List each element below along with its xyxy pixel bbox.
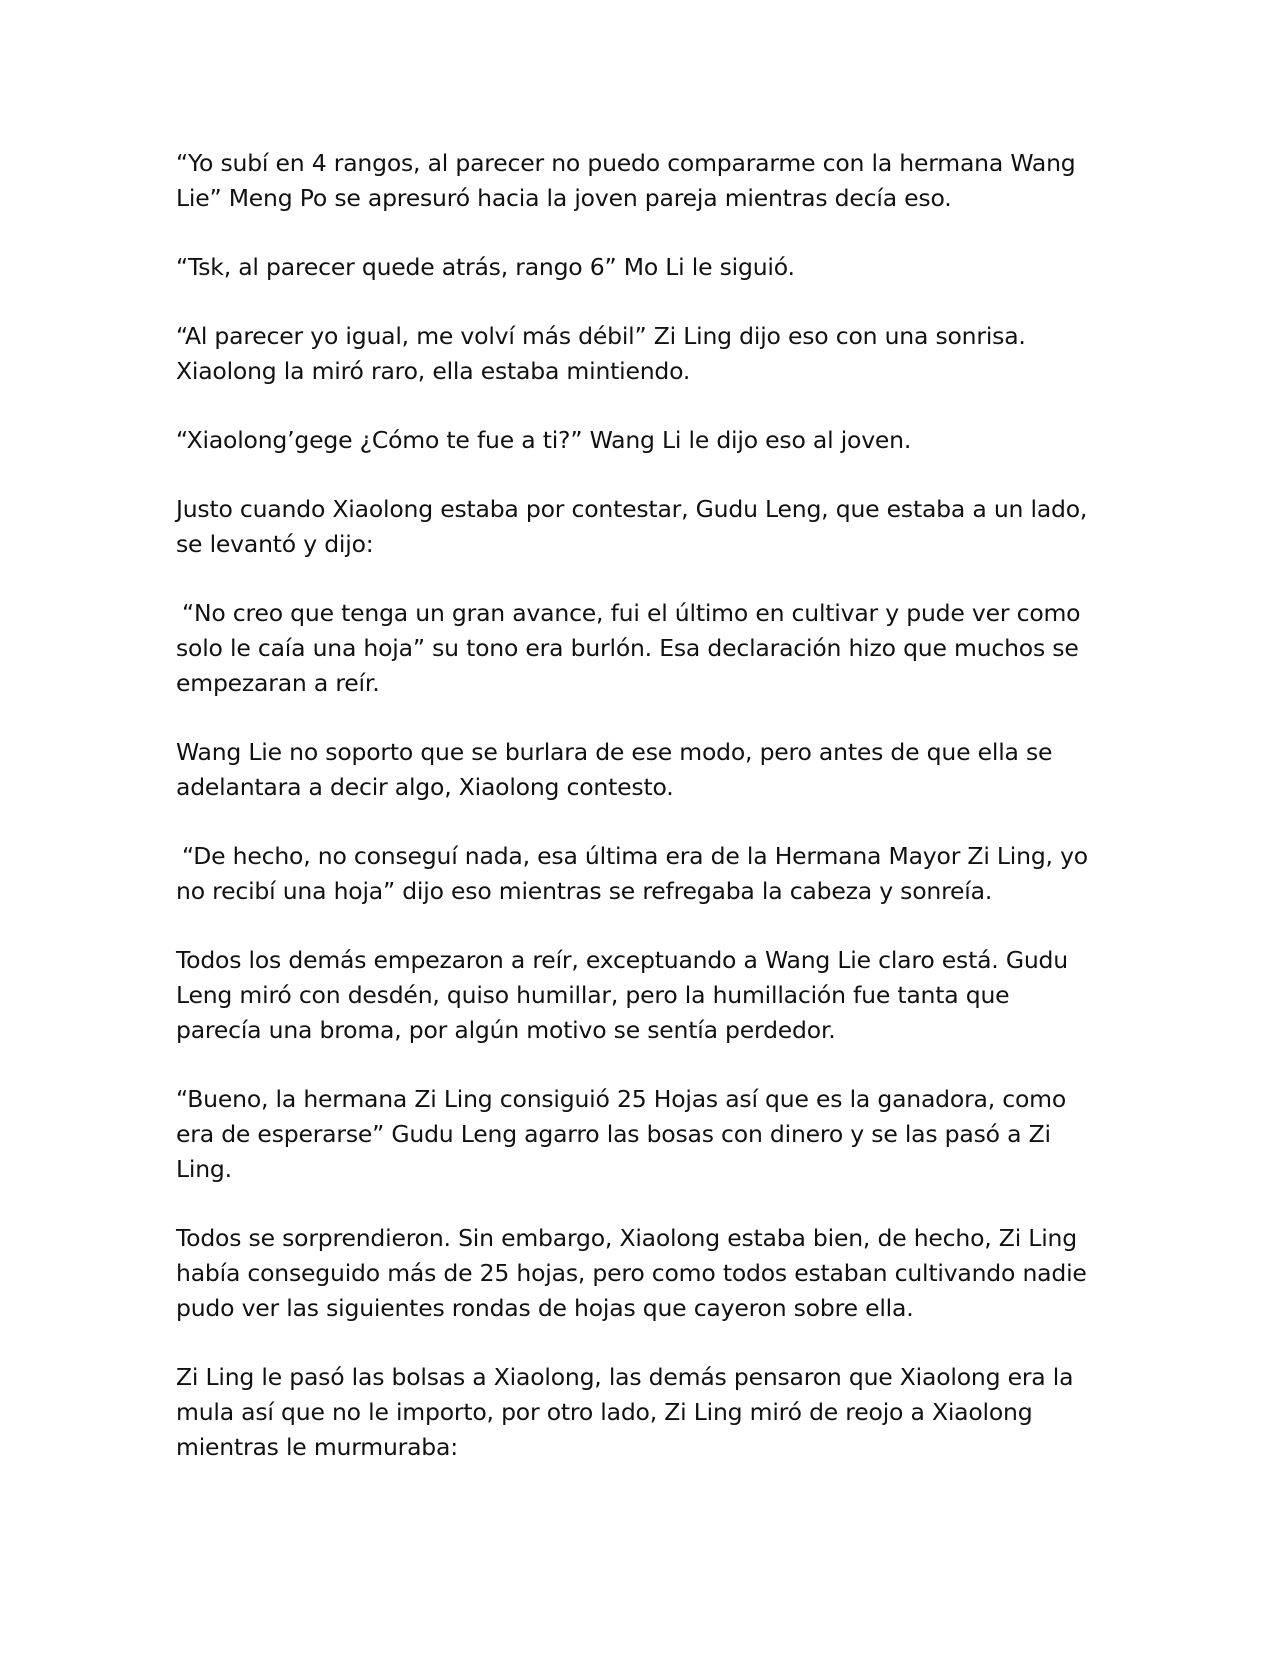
paragraph-4: “Xiaolong’gege ¿Cómo te fue a ti?” Wang Li le dijo eso al joven. xyxy=(176,426,912,454)
paragraph-9: Todos los demás empezaron a reír, exceptuando a Wang Lie claro está. Gudu Leng miró con desdén, quiso humillar, pero la humillación fue tanta que parecía una broma, por algún motivo se sentía perdedor. xyxy=(176,946,1068,1044)
paragraph-3: “Al parecer yo igual, me volví más débil” Zi Ling dijo eso con una sonrisa. Xiaolong la miró raro, ella estaba mintiendo. xyxy=(176,322,1026,385)
paragraph-8: “De hecho, no conseguí nada, esa última era de la Hermana Mayor Zi Ling, yo no recibí una hoja” dijo eso mientras se refregaba la cabeza y sonreía. xyxy=(176,842,1088,905)
paragraph-11: Todos se sorprendieron. Sin embargo, Xiaolong estaba bien, de hecho, Zi Ling había conseguido más de 25 hojas, pero como todos estaban cultivando nadie pudo ver las siguientes rondas de hojas que cayeron sobre ella. xyxy=(176,1224,1087,1322)
paragraph-12: Zi Ling le pasó las bolsas a Xiaolong, las demás pensaron que Xiaolong era la mula así que no le importo, por otro lado, Zi Ling miró de reojo a Xiaolong mientras le murmuraba: xyxy=(176,1363,1074,1461)
paragraph-5: Justo cuando Xiaolong estaba por contestar, Gudu Leng, que estaba a un lado, se levantó y dijo: xyxy=(176,495,1088,558)
paragraph-2: “Tsk, al parecer quede atrás, rango 6” Mo Li le siguió. xyxy=(176,253,795,281)
paragraph-1: “Yo subí en 4 rangos, al parecer no puedo compararme con la hermana Wang Lie” Meng Po se apresuró hacia la joven pareja mientras decía eso. xyxy=(176,149,1076,212)
paragraph-6: “No creo que tenga un gran avance, fui el último en cultivar y pude ver como solo le caía una hoja” su tono era burlón. Esa declaración hizo que muchos se empezaran a reír. xyxy=(176,599,1081,697)
paragraph-7: Wang Lie no soporto que se burlara de ese modo, pero antes de que ella se adelantara a decir algo, Xiaolong contesto. xyxy=(176,738,1053,801)
paragraph-10: “Bueno, la hermana Zi Ling consiguió 25 Hojas así que es la ganadora, como era de esperarse” Gudu Leng agarro las bosas con dinero y se las pasó a Zi Ling. xyxy=(176,1085,1067,1183)
document-body xyxy=(176,146,1096,1499)
